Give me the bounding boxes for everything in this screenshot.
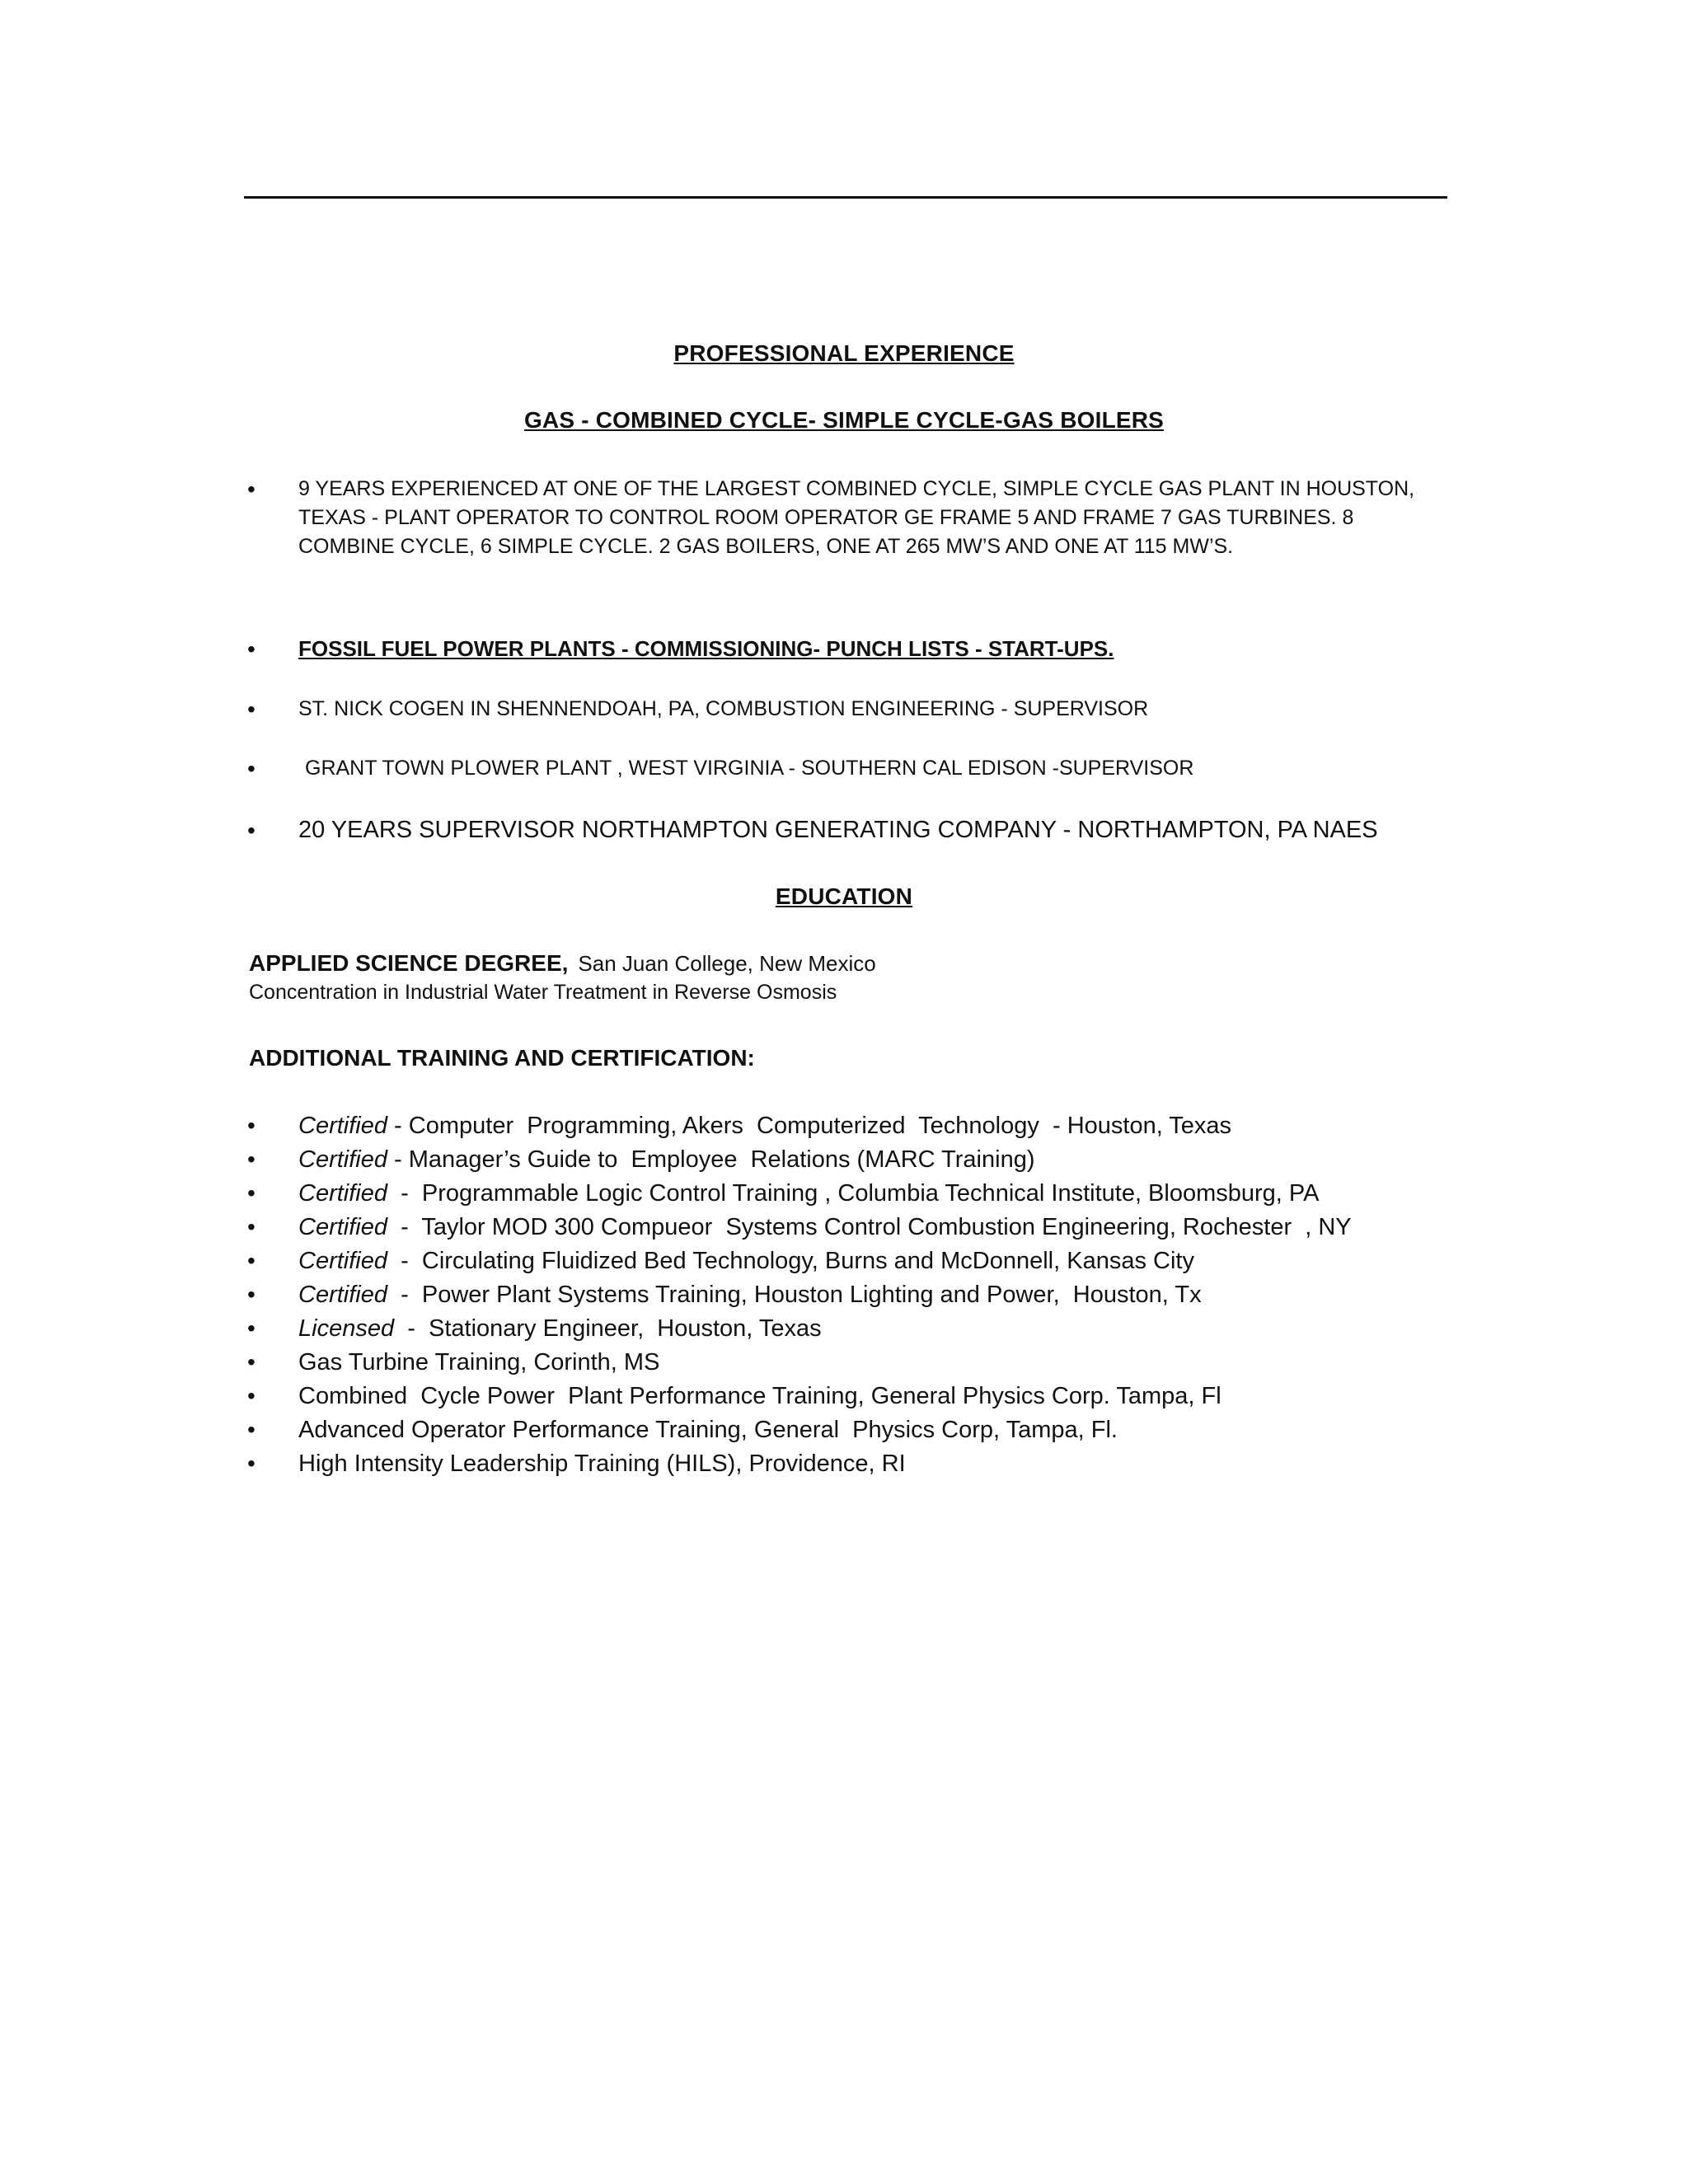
certification-type: Certified [298, 1282, 387, 1308]
certification-type: Licensed [298, 1315, 395, 1342]
certification-type: Certified [298, 1146, 387, 1173]
degree-title: APPLIED SCIENCE DEGREE, [249, 950, 569, 976]
training-item-text [298, 1380, 1444, 1412]
training-item-text [298, 1245, 1444, 1277]
certification-type: Certified [298, 1248, 387, 1274]
gas-combined-cycle-heading: GAS - COMBINED CYCLE- SIMPLE CYCLE-GAS BOILERS [523, 407, 1165, 433]
bullet-icon: • [247, 1451, 256, 1476]
experience-bullet-text: GRANT TOWN PLOWER PLANT , WEST VIRGINIA - SOUTHERN CAL EDISON -SUPERVISOR [305, 757, 1194, 780]
certification-detail: - Stationary Engineer, Houston, Texas [394, 1315, 822, 1342]
top-divider [244, 196, 1447, 199]
training-item-text [298, 1347, 1444, 1378]
training-item-text [298, 1414, 1444, 1446]
certification-type: Certified [298, 1180, 387, 1207]
certification-detail: Combined Cycle Power Plant Performance Training, General Physics Corp. Tampa, Fl [298, 1383, 1221, 1409]
bullet-icon: • [247, 1383, 256, 1408]
training-item-text [298, 1313, 1444, 1344]
degree-concentration: Concentration in Industrial Water Treatment in Reverse Osmosis [249, 981, 837, 1004]
bullet-icon: • [247, 696, 256, 722]
degree-line [249, 950, 876, 977]
certification-detail: - Taylor MOD 300 Compueor Systems Control Combustion Engineering, Rochester , NY [387, 1214, 1352, 1240]
bullet-icon: • [247, 818, 256, 843]
bullet-icon: • [247, 756, 256, 781]
training-item-text [298, 1212, 1444, 1243]
experience-bullet-text: 20 YEARS SUPERVISOR NORTHAMPTON GENERATING COMPANY - NORTHAMPTON, PA NAES [298, 817, 1378, 843]
bullet-icon: • [247, 1417, 256, 1442]
experience-bullet-text: ST. NICK COGEN IN SHENNENDOAH, PA, COMBUSTION ENGINEERING - SUPERVISOR [298, 697, 1149, 720]
training-item-text [298, 1178, 1444, 1209]
training-item-text [298, 1279, 1444, 1310]
professional-experience-heading: PROFESSIONAL EXPERIENCE [673, 340, 1015, 366]
bullet-icon: • [247, 476, 256, 502]
certification-type: Certified [298, 1113, 387, 1139]
certification-detail: - Manager’s Guide to Employee Relations (MARC Training) [387, 1146, 1035, 1173]
training-item-text [298, 1110, 1444, 1141]
training-item-text [298, 1144, 1444, 1175]
bullet-icon: • [247, 1282, 256, 1307]
bullet-icon: • [247, 1315, 256, 1341]
training-item-text [298, 1448, 1444, 1479]
experience-bullet-text: 9 YEARS EXPERIENCED AT ONE OF THE LARGEST COMBINED CYCLE, SIMPLE CYCLE GAS PLANT IN HOUSTON, TEXAS - PLANT OPERATOR TO CONTROL ROOM OPERATOR GE FRAME 5 AND FRAME 7 GAS TURBINES. 8 COMBINE CYCLE, 6 SIMPLE CYCLE. 2 GAS BOILERS, ONE AT 265 MW’S AND ONE AT 115 MW’S. [298, 477, 1415, 558]
fossil-fuel-heading: FOSSIL FUEL POWER PLANTS - COMMISSIONING- PUNCH LISTS - START-UPS. [298, 636, 1114, 661]
certification-detail: High Intensity Leadership Training (HILS), Providence, RI [298, 1451, 906, 1477]
school-name: San Juan College, New Mexico [578, 951, 876, 976]
bullet-icon: • [247, 1113, 256, 1138]
certification-detail: - Circulating Fluidized Bed Technology, Burns and McDonnell, Kansas City [387, 1248, 1194, 1274]
bullet-icon: • [247, 1214, 256, 1240]
certification-detail: Gas Turbine Training, Corinth, MS [298, 1349, 660, 1376]
bullet-icon: • [247, 636, 256, 662]
bullet-icon: • [247, 1180, 256, 1206]
education-heading: EDUCATION [775, 883, 913, 909]
certification-type: Certified [298, 1214, 387, 1240]
certification-detail: - Power Plant Systems Training, Houston Lighting and Power, Houston, Tx [387, 1282, 1202, 1308]
bullet-icon: • [247, 1248, 256, 1273]
bullet-icon: • [247, 1349, 256, 1375]
certification-detail: - Programmable Logic Control Training , Columbia Technical Institute, Bloomsburg, PA [387, 1180, 1320, 1207]
certification-detail: - Computer Programming, Akers Computerized Technology - Houston, Texas [387, 1113, 1232, 1139]
training-heading: ADDITIONAL TRAINING AND CERTIFICATION: [249, 1045, 755, 1071]
bullet-icon: • [247, 1146, 256, 1172]
certification-detail: Advanced Operator Performance Training, General Physics Corp, Tampa, Fl. [298, 1417, 1118, 1443]
